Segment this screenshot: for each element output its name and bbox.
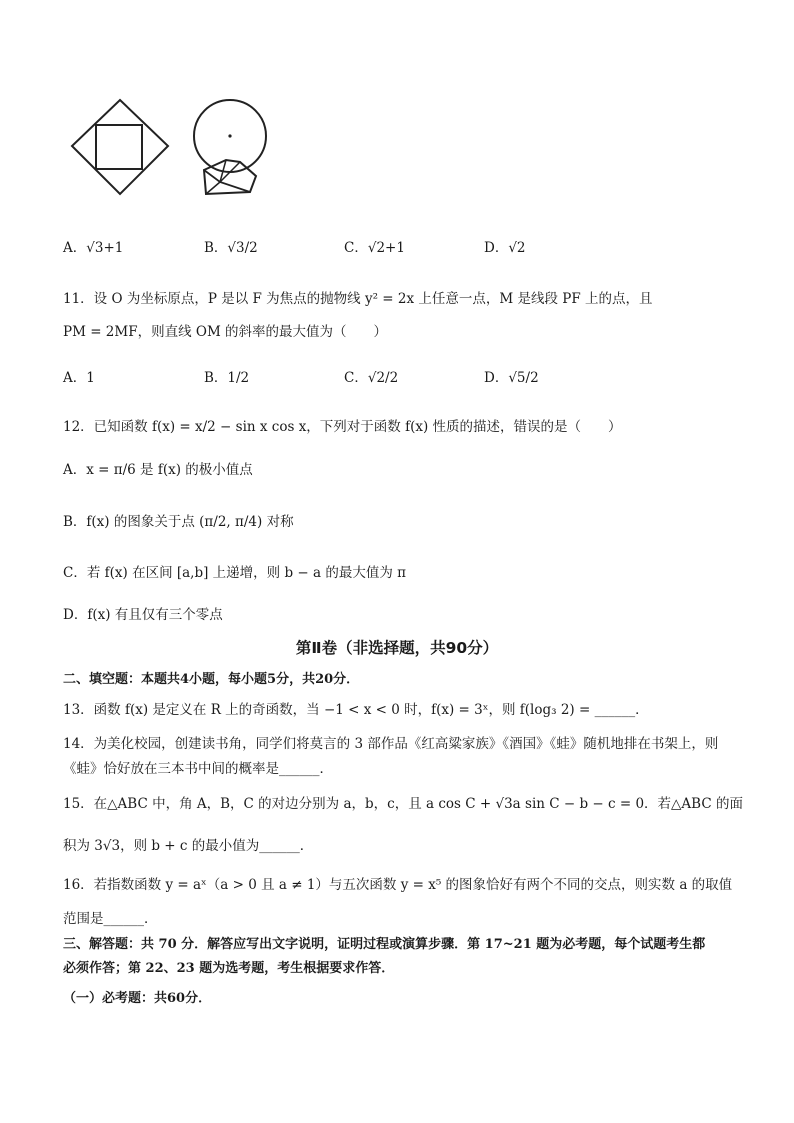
q12-option-b: B．f(x) 的图象关于点 (π/2, π/4) 对称	[63, 514, 294, 530]
q10-option-c: C．√2+1	[344, 240, 405, 256]
part2-title: 第Ⅱ卷（非选择题，共90分）	[295, 639, 499, 657]
q10-option-a: A．√3+1	[63, 240, 124, 256]
section3-heading-line2: 必须作答；第 22、23 题为选考题，考生根据要求作答．	[63, 961, 395, 976]
q11-option-b: B．1/2	[204, 370, 250, 386]
q11-stem-line1: 11．设 O 为坐标原点，P 是以 F 为焦点的抛物线 y² = 2x 上任意一点，M 是线段 PF 上的点，且	[63, 291, 653, 307]
q15-stem-line2: 积为 3√3，则 b + c 的最小值为______．	[63, 838, 314, 854]
figure-square-in-diamond	[70, 98, 170, 198]
q16-stem-line2: 范围是______．	[63, 911, 158, 927]
q12-option-c: C．若 f(x) 在区间 [a,b] 上递增，则 b − a 的最大值为 π	[63, 565, 406, 581]
q11-option-d: D．√5/2	[484, 370, 539, 386]
section2-heading: 二、填空题：本题共4小题，每小题5分，共20分．	[63, 672, 360, 687]
q14-stem-line2: 《蛙》恰好放在三本书中间的概率是______．	[63, 761, 333, 777]
q12-option-a: A．x = π/6 是 f(x) 的极小值点	[63, 462, 253, 478]
q15-stem-line1: 15．在△ABC 中，角 A，B，C 的对边分别为 a，b，c，且 a cos C + √3a sin C − b − c = 0．若△ABC 的面	[63, 796, 743, 812]
subsection1-heading: （一）必考题：共60分．	[63, 991, 212, 1006]
section3-heading-line1: 三、解答题：共 70 分．解答应写出文字说明，证明过程或演算步骤．第 17~21 题为必考题，每个试题考生都	[63, 937, 706, 952]
figure-sphere-on-frame	[190, 96, 272, 200]
q16-stem-line1: 16．若指数函数 y = aˣ（a > 0 且 a ≠ 1）与五次函数 y = x⁵ 的图象恰好有两个不同的交点，则实数 a 的取值	[63, 877, 733, 893]
q11-option-a: A．1	[63, 370, 95, 386]
q11-option-c: C．√2/2	[344, 370, 399, 386]
q13-stem: 13．函数 f(x) 是定义在 R 上的奇函数，当 −1 < x < 0 时，f(x) = 3ˣ，则 f(log₃ 2) = ______．	[63, 702, 649, 718]
q12-stem: 12．已知函数 f(x) = x/2 − sin x cos x，下列对于函数 f(x) 性质的描述，错误的是（ ）	[63, 419, 622, 435]
q10-option-b: B．√3/2	[204, 240, 258, 256]
q11-stem-line2: PM = 2MF，则直线 OM 的斜率的最大值为（ ）	[63, 324, 388, 340]
q10-option-d: D．√2	[484, 240, 526, 256]
q12-option-d: D．f(x) 有且仅有三个零点	[63, 607, 223, 623]
q14-stem-line1: 14．为美化校园，创建读书角，同学们将莫言的 3 部作品《红高粱家族》《酒国》《蛙》随机地排在书架上，则	[63, 736, 719, 752]
